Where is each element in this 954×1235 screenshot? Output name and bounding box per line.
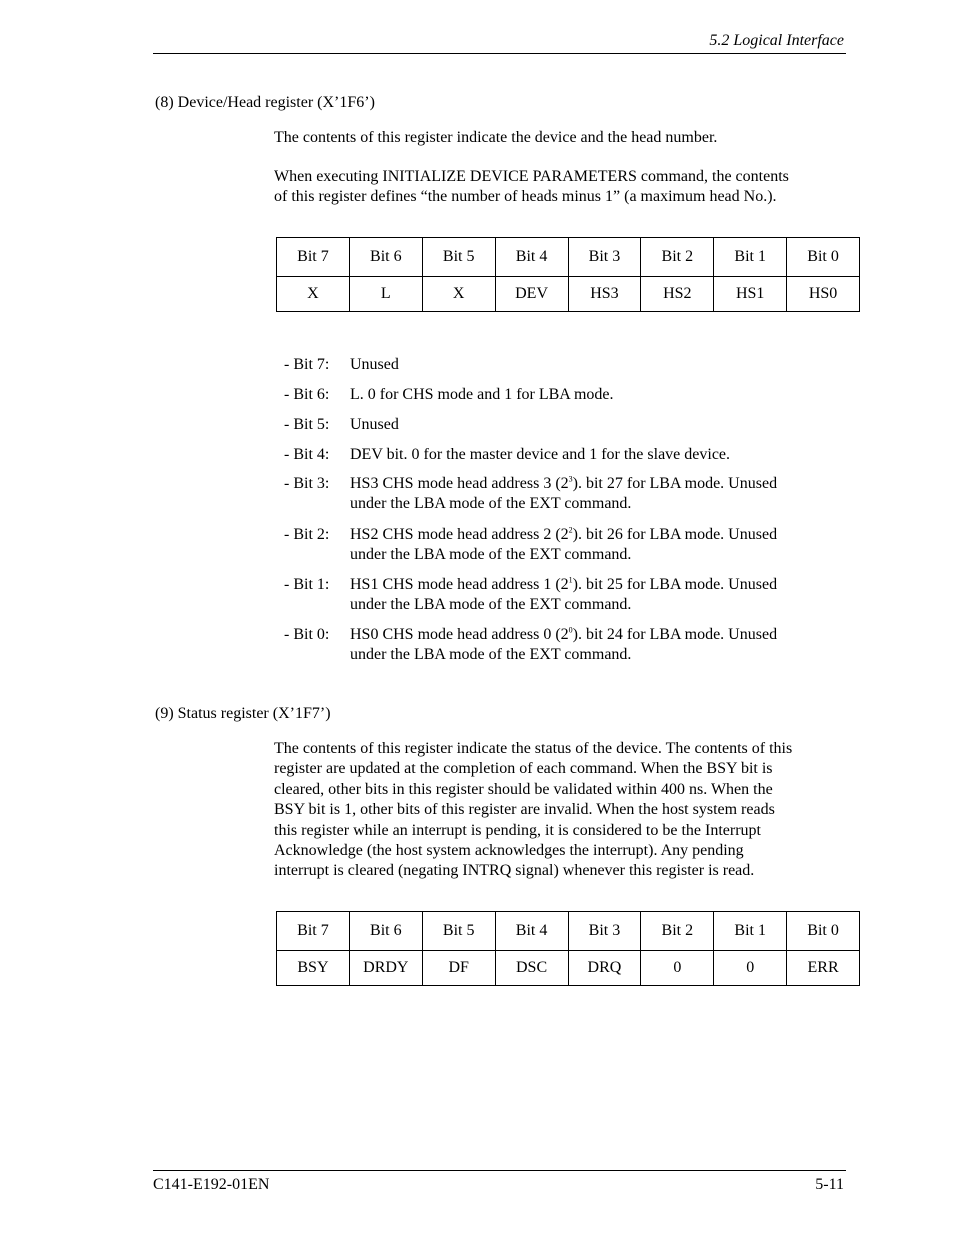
paragraph-line: Acknowledge (the host system acknowledges the interrupt). Any pending — [274, 842, 744, 860]
bit-text-pre: HS0 CHS mode head address 0 (2 — [350, 626, 569, 643]
table-cell: 0 — [714, 951, 787, 986]
bit-text — [350, 474, 850, 515]
bit-text-line-2: under the LBA mode of the EXT command. — [350, 596, 632, 614]
table-header-row — [277, 912, 860, 951]
table-cell: DRDY — [349, 951, 422, 986]
running-header: 5.2 Logical Interface — [709, 32, 844, 49]
document-id: C141-E192-01EN — [153, 1176, 270, 1193]
bit-text: Unused — [350, 356, 399, 373]
table-header-row — [277, 238, 860, 277]
bit-text-pre: HS2 CHS mode head address 2 (2 — [350, 526, 569, 543]
section-8-intro: The contents of this register indicate the device and the head number. — [274, 129, 718, 146]
section-8-heading: (8) Device/Head register (X’1F6’) — [155, 94, 375, 111]
table-cell: Bit 2 — [641, 912, 714, 951]
section-8-note-line-1: When executing INITIALIZE DEVICE PARAMETERS command, the contents — [274, 168, 789, 185]
exponent: 0 — [568, 625, 573, 635]
table-cell: Bit 4 — [495, 238, 568, 277]
table-row — [277, 277, 860, 312]
page-number: 5-11 — [815, 1176, 844, 1193]
bit-label: - Bit 0: — [284, 626, 330, 643]
table-cell: Bit 4 — [495, 912, 568, 951]
bit-text — [350, 525, 850, 566]
bit-text: L. 0 for CHS mode and 1 for LBA mode. — [350, 386, 614, 403]
table-cell: DEV — [495, 277, 568, 312]
table-cell: DRQ — [568, 951, 641, 986]
table-cell: HS3 — [568, 277, 641, 312]
table-cell: Bit 2 — [641, 238, 714, 277]
table-cell: BSY — [277, 951, 350, 986]
paragraph-line: interrupt is cleared (negating INTRQ signal) whenever this register is read. — [274, 862, 755, 880]
header-rule — [153, 53, 846, 54]
table-cell: Bit 5 — [422, 238, 495, 277]
section-9-heading: (9) Status register (X’1F7’) — [155, 705, 331, 722]
table-cell: X — [422, 277, 495, 312]
bit-label: - Bit 1: — [284, 576, 330, 593]
exponent: 3 — [568, 474, 573, 484]
table-cell: Bit 1 — [714, 912, 787, 951]
bit-text-post: ). bit 26 for LBA mode. Unused — [572, 526, 778, 543]
bit-label: - Bit 7: — [284, 356, 330, 373]
table-cell: DF — [422, 951, 495, 986]
device-head-register-table — [276, 237, 860, 312]
bit-text-post: ). bit 24 for LBA mode. Unused — [572, 626, 778, 643]
bit-label: - Bit 2: — [284, 526, 330, 543]
table-cell: Bit 3 — [568, 912, 641, 951]
table-cell: Bit 6 — [349, 238, 422, 277]
table-cell: HS1 — [714, 277, 787, 312]
table-cell: L — [349, 277, 422, 312]
table-cell: Bit 3 — [568, 238, 641, 277]
bit-text-post: ). bit 25 for LBA mode. Unused — [572, 576, 778, 593]
bit-text-pre: HS1 CHS mode head address 1 (2 — [350, 576, 569, 593]
table-row — [277, 951, 860, 986]
bit-text: DEV bit. 0 for the master device and 1 for the slave device. — [350, 446, 731, 463]
table-cell: HS2 — [641, 277, 714, 312]
table-cell: 0 — [641, 951, 714, 986]
bit-label: - Bit 4: — [284, 446, 330, 463]
table-cell: Bit 5 — [422, 912, 495, 951]
paragraph-line: cleared, other bits in this register should be validated within 400 ns. When the — [274, 780, 773, 798]
section-8-note — [274, 167, 844, 208]
paragraph-line: The contents of this register indicate the status of the device. The contents of this — [274, 740, 793, 757]
bit-text — [350, 575, 850, 616]
status-register-table — [276, 911, 860, 986]
bit-text-post: ). bit 27 for LBA mode. Unused — [572, 475, 778, 492]
paragraph-line: BSY bit is 1, other bits of this register are invalid. When the host system reads — [274, 801, 775, 819]
table-cell: X — [277, 277, 350, 312]
bit-label: - Bit 5: — [284, 416, 330, 433]
paragraph-line: this register while an interrupt is pending, it is considered to be the Interrupt — [274, 821, 761, 839]
table-cell: Bit 7 — [277, 238, 350, 277]
bit-text: Unused — [350, 416, 399, 433]
bit-label: - Bit 6: — [284, 386, 330, 403]
bit-text-line-2: under the LBA mode of the EXT command. — [350, 546, 632, 564]
exponent: 1 — [568, 575, 573, 585]
exponent: 2 — [568, 525, 573, 535]
bit-text-line-2: under the LBA mode of the EXT command. — [350, 495, 632, 513]
table-cell: Bit 1 — [714, 238, 787, 277]
bit-text-line-2: under the LBA mode of the EXT command. — [350, 646, 632, 664]
bit-text-pre: HS3 CHS mode head address 3 (2 — [350, 475, 569, 492]
bit-text — [350, 625, 850, 666]
section-9-paragraph — [274, 739, 844, 882]
footer-rule — [153, 1170, 846, 1171]
section-8-note-line-2: of this register defines “the number of heads minus 1” (a maximum head No.). — [274, 188, 777, 206]
table-cell: Bit 0 — [787, 912, 860, 951]
table-cell: ERR — [787, 951, 860, 986]
table-cell: DSC — [495, 951, 568, 986]
table-cell: HS0 — [787, 277, 860, 312]
bit-label: - Bit 3: — [284, 475, 330, 492]
paragraph-line: register are updated at the completion of each command. When the BSY bit is — [274, 760, 773, 778]
table-cell: Bit 7 — [277, 912, 350, 951]
table-cell: Bit 0 — [787, 238, 860, 277]
table-cell: Bit 6 — [349, 912, 422, 951]
